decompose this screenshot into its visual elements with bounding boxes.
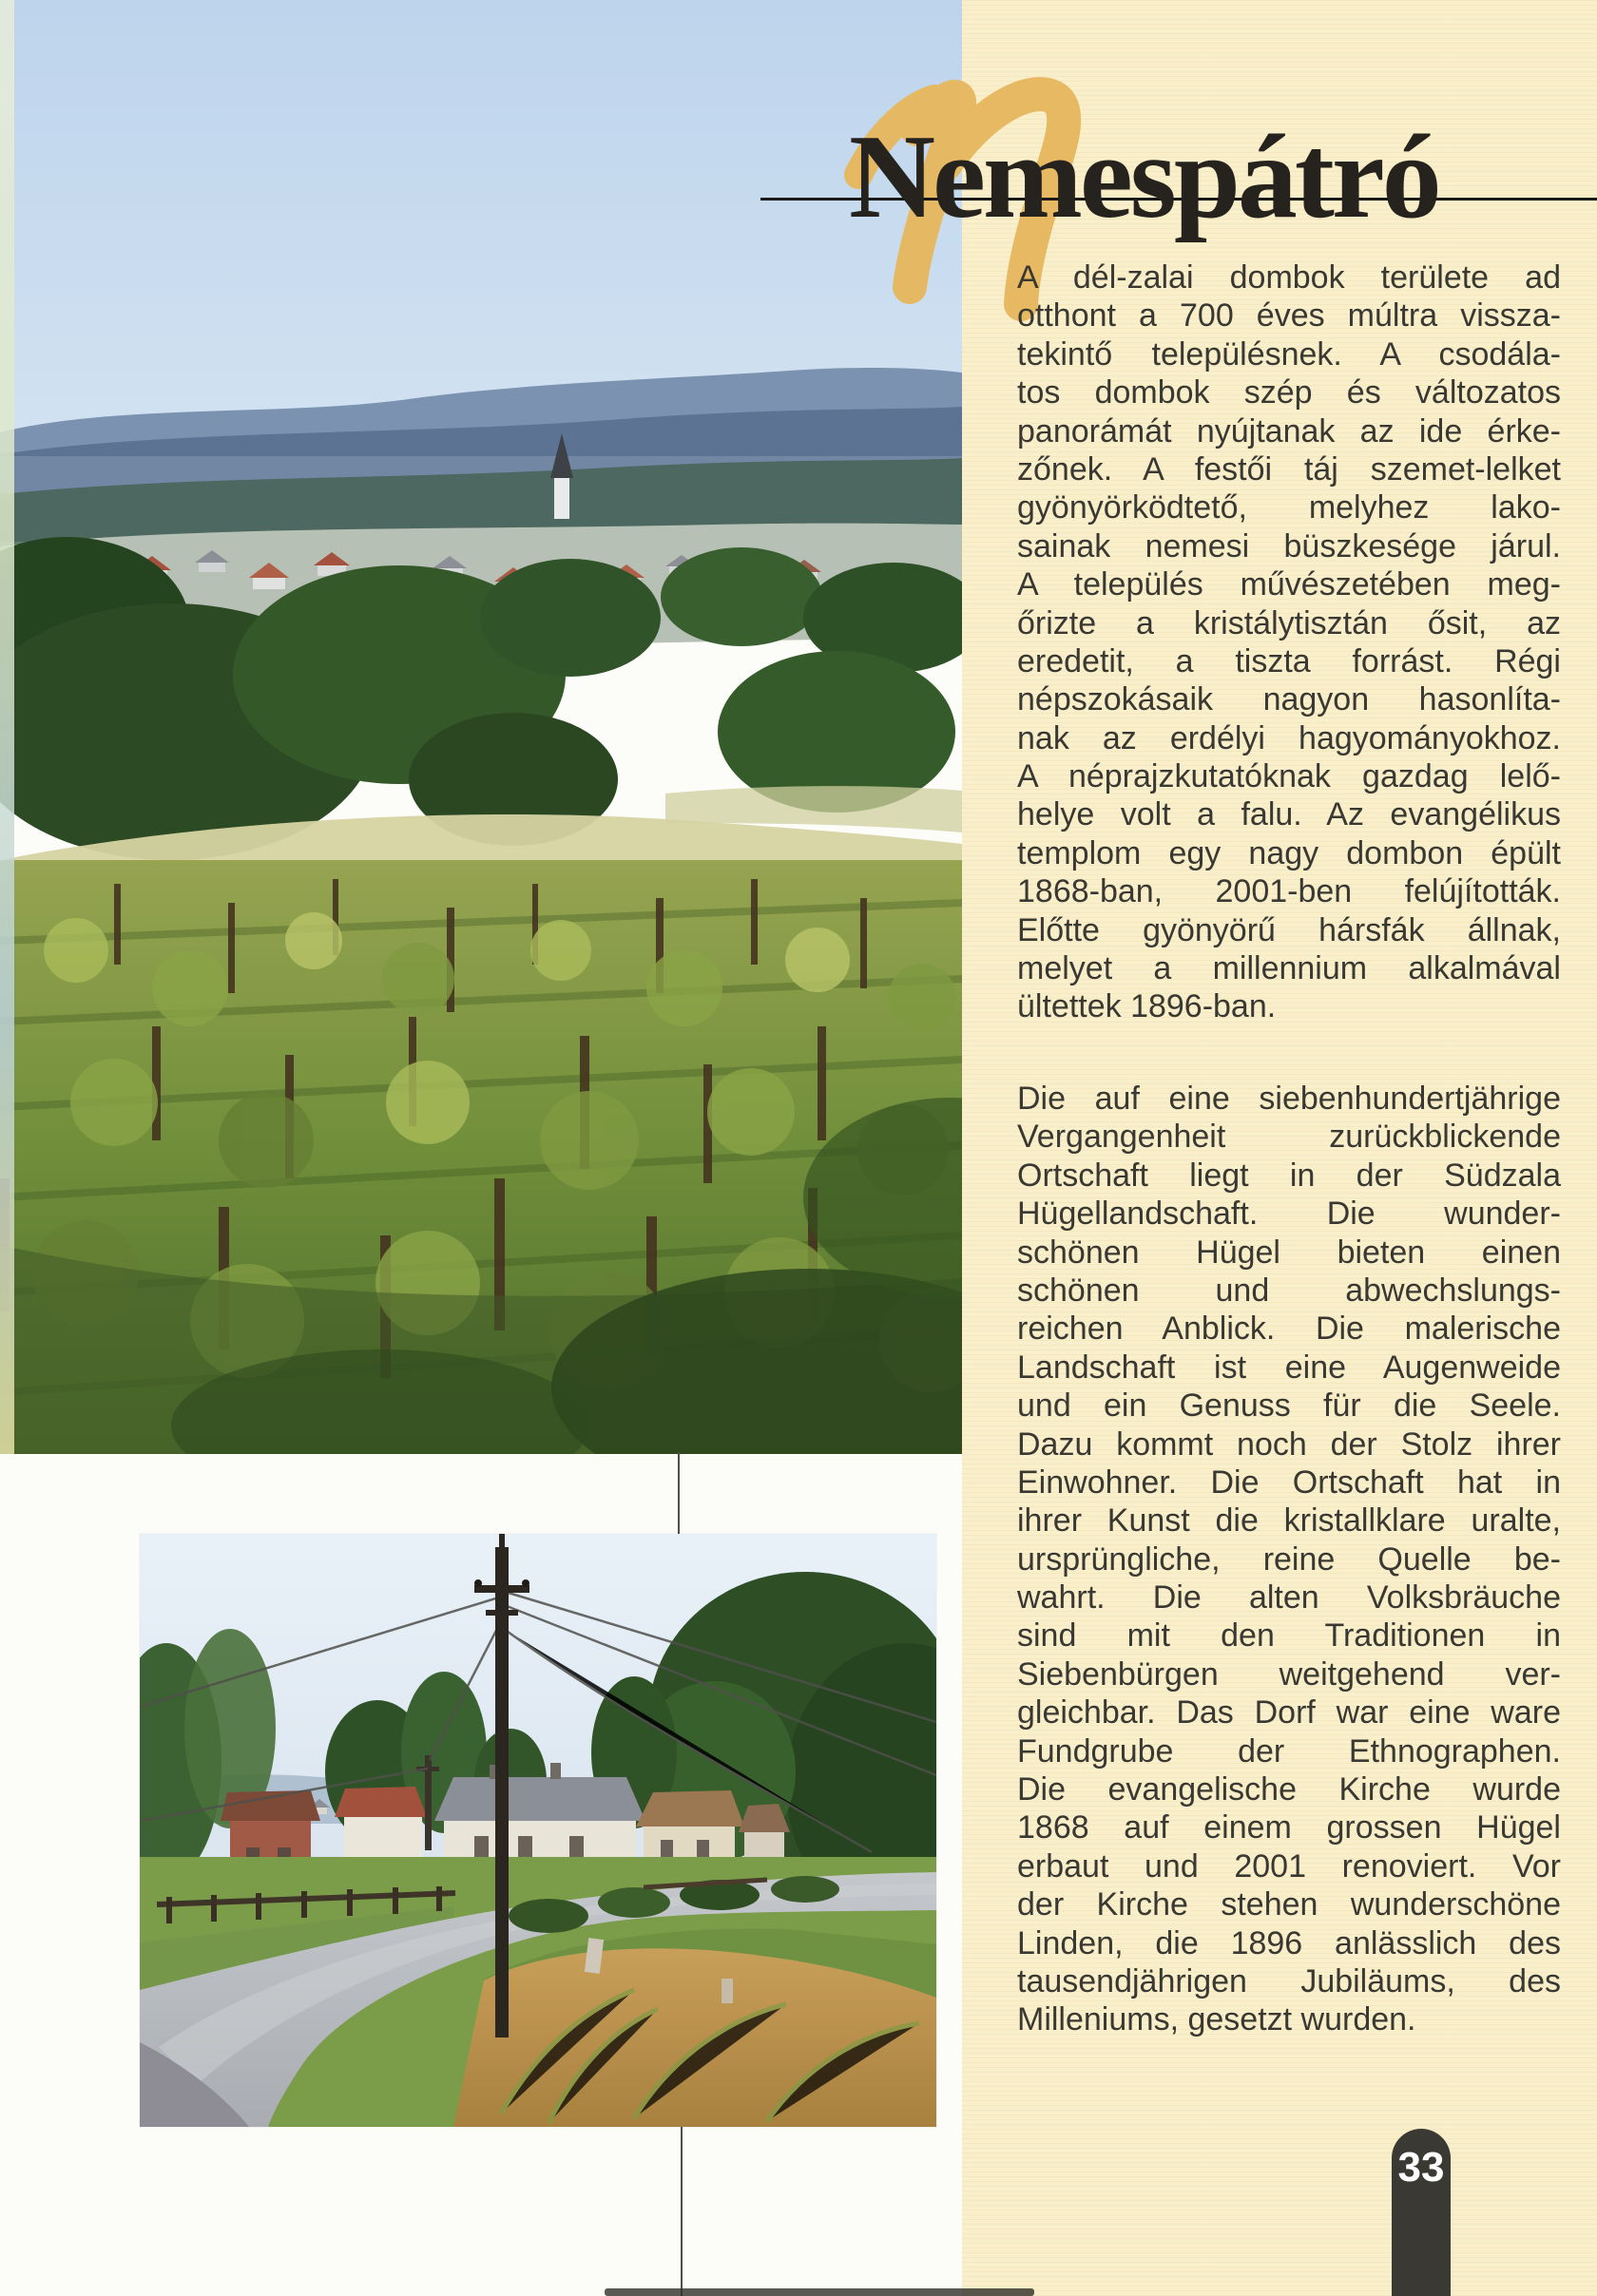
text-line: tos dombok szép és változatos [1017, 374, 1561, 411]
text-line: nak az erdélyi hagyományokhoz. [1017, 719, 1561, 756]
text-line: und ein Genuss für die Seele. [1017, 1387, 1561, 1425]
text-line: 1868-ban, 2001-ben felújították. [1017, 873, 1561, 910]
text-line: 1868 auf einem grossen Hügel [1017, 1809, 1561, 1846]
text-line: Linden, die 1896 anlässlich des [1017, 1924, 1561, 1961]
text-line: Előtte gyönyörű hársfák állnak, [1017, 911, 1561, 948]
text-line: tekintő településnek. A csodála- [1017, 335, 1561, 373]
page-number-tab [1392, 2129, 1451, 2296]
text-line: der Kirche stehen wunderschöne [1017, 1886, 1561, 1923]
text-line: helye volt a falu. Az evangélikus [1017, 796, 1561, 833]
text-line: melyet a millennium alkalmával [1017, 950, 1561, 987]
text-line: reichen Anblick. Die malerische [1017, 1311, 1561, 1348]
text-line: Milleniums, gesetzt wurden. [1017, 2001, 1416, 2038]
page-title: Nemespátró [849, 111, 1439, 243]
text-line: Die auf eine siebenhundertjährige [1017, 1081, 1561, 1117]
text-line: A néprajzkutatóknak gazdag lelő- [1017, 758, 1561, 795]
text-line: gleichbar. Das Dorf war eine ware [1017, 1694, 1561, 1732]
text-line: zőnek. A festői táj szemet-lelket [1017, 450, 1561, 488]
german-paragraph [1017, 1080, 1561, 2039]
text-line: Dazu kommt noch der Stolz ihrer [1017, 1425, 1561, 1463]
scan-edge-mark [605, 2288, 1034, 2296]
village-street-image [140, 1534, 936, 2127]
divider-line-top [678, 1452, 680, 1534]
text-line: Landschaft ist eine Augenweide [1017, 1349, 1561, 1386]
text-line: ursprüngliche, reine Quelle be- [1017, 1540, 1561, 1578]
text-line: A település művészetében meg- [1017, 566, 1561, 603]
text-line: Vergangenheit zurückblickende [1017, 1119, 1561, 1156]
text-line: népszokásaik nagyon hasonlíta- [1017, 681, 1561, 718]
text-line: Einwohner. Die Ortschaft hat in [1017, 1464, 1561, 1501]
text-line: Hügellandschaft. Die wunder- [1017, 1196, 1561, 1233]
text-line: sainak nemesi büszkesége járul. [1017, 527, 1561, 564]
text-line: ültettek 1896-ban. [1017, 988, 1277, 1025]
text-line: Ortschaft liegt in der Südzala [1017, 1157, 1561, 1194]
text-line: ihrer Kunst die kristallklare uralte, [1017, 1502, 1561, 1540]
text-line: panorámát nyújtanak az ide érke- [1017, 412, 1561, 450]
text-line: sind mit den Traditionen in [1017, 1617, 1561, 1655]
text-line: Siebenbürgen weitgehend ver- [1017, 1655, 1561, 1693]
text-line: otthont a 700 éves múltra vissza- [1017, 297, 1561, 335]
text-line: erbaut und 2001 renoviert. Vor [1017, 1847, 1561, 1885]
page-number: 33 [1397, 2144, 1445, 2191]
text-line: Die evangelische Kirche wurde [1017, 1771, 1561, 1808]
text-line: Fundgrube der Ethnographen. [1017, 1732, 1561, 1770]
text-line: A dél-zalai dombok területe ad [1017, 259, 1561, 296]
text-line: schönen und abwechslungs- [1017, 1272, 1561, 1309]
text-line: eredetit, a tiszta forrást. Régi [1017, 642, 1561, 679]
text-line: tausendjährigen Jubiläums, des [1017, 1962, 1561, 1999]
text-line: wahrt. Die alten Volksbräuche [1017, 1579, 1561, 1617]
divider-line-bottom [681, 2127, 683, 2296]
text-line: schönen Hügel bieten einen [1017, 1234, 1561, 1271]
text-line: őrizte a kristálytisztán ősit, az [1017, 604, 1561, 641]
photo-village-street [140, 1534, 936, 2127]
text-line: gyönyörködtető, melyhez lako- [1017, 489, 1561, 526]
text-line: templom egy nagy dombon épült [1017, 834, 1561, 871]
hungarian-paragraph [1017, 258, 1561, 1026]
